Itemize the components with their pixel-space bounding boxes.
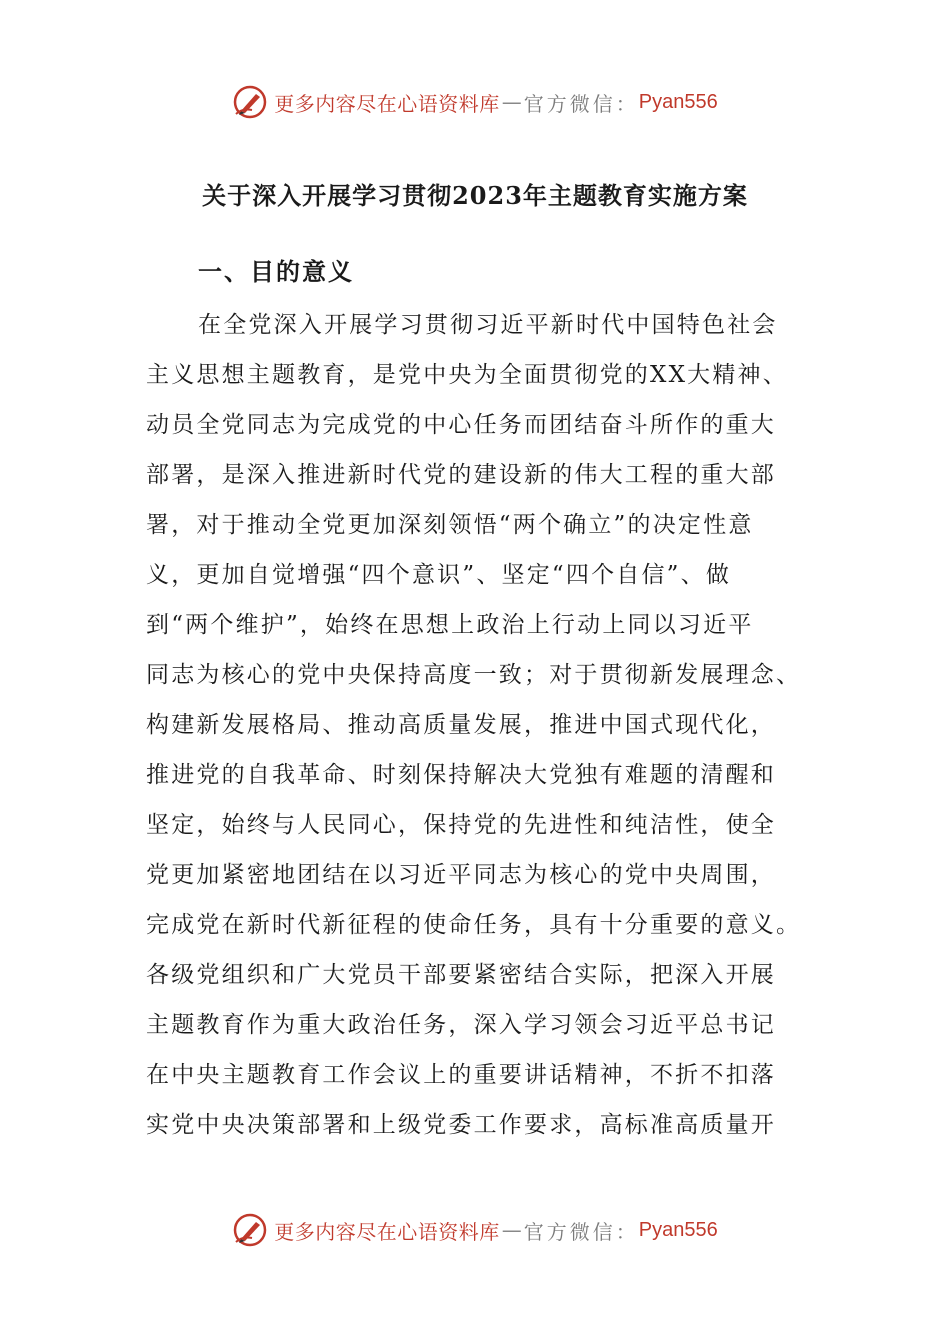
document-title: 关于深入开展学习贯彻2023年主题教育实施方案: [202, 181, 748, 210]
text-line: 主题教育作为重大政治任务，深入学习领会习近平总书记: [146, 1012, 776, 1038]
watermark-site-text: 更多内容尽在心语资料库: [274, 1219, 500, 1244]
text-line: 在全党深入开展学习贯彻习近平新时代中国特色社会: [198, 312, 778, 338]
body-paragraph: [146, 300, 806, 1150]
text-line: 署，对于推动全党更加深刻领悟“两个确立”的决定性意: [146, 512, 754, 538]
text-line: 坚定，始终与人民同心，保持党的先进性和纯洁性，使全: [146, 812, 776, 838]
text-line: 同志为核心的党中央保持高度一致；对于贯彻新发展理念、: [146, 662, 802, 688]
text-line: 在中央主题教育工作会议上的重要讲话精神，不折不扣落: [146, 1062, 776, 1088]
text-line: 部署，是深入推进新时代党的建设新的伟大工程的重大部: [146, 462, 776, 488]
text-line: 到“两个维护”，始终在思想上政治上行动上同以习近平: [146, 612, 754, 638]
text-line: 义，更加自觉增强“四个意识”、坚定“四个自信”、做: [146, 562, 732, 588]
text-line: 构建新发展格局、推动高质量发展，推进中国式现代化，: [146, 712, 776, 738]
watermark-wechat-id: Pyan556: [638, 1218, 718, 1241]
watermark-site-text: 更多内容尽在心语资料库: [274, 91, 500, 116]
footer-watermark: [0, 1210, 950, 1250]
text-line: 完成党在新时代新征程的使命任务，具有十分重要的意义。: [146, 912, 802, 938]
text-line: 主义思想主题教育，是党中央为全面贯彻党的XX大精神、: [146, 362, 788, 388]
text-line: 各级党组织和广大党员干部要紧密结合实际，把深入开展: [146, 962, 776, 988]
text-line: 动员全党同志为完成党的中心任务而团结奋斗所作的重大: [146, 412, 776, 438]
text-line: 推进党的自我革命、时刻保持解决大党独有难题的清醒和: [146, 762, 776, 788]
watermark-wechat-label: 官方微信：: [523, 1219, 639, 1244]
watermark-wechat-id: Pyan556: [638, 90, 718, 113]
text-line: 党更加紧密地团结在以习近平同志为核心的党中央周围，: [146, 862, 776, 888]
watermark-wechat-label: 官方微信：: [523, 91, 639, 116]
watermark-dash: —: [501, 1218, 522, 1242]
header-watermark: [0, 82, 950, 122]
text-line: 实党中央决策部署和上级党委工作要求，高标准高质量开: [146, 1112, 776, 1138]
section-heading: 一、目的意义: [198, 257, 354, 286]
watermark-dash: —: [501, 90, 522, 114]
pen-logo-icon: [232, 84, 268, 120]
pen-logo-icon: [232, 1212, 268, 1248]
